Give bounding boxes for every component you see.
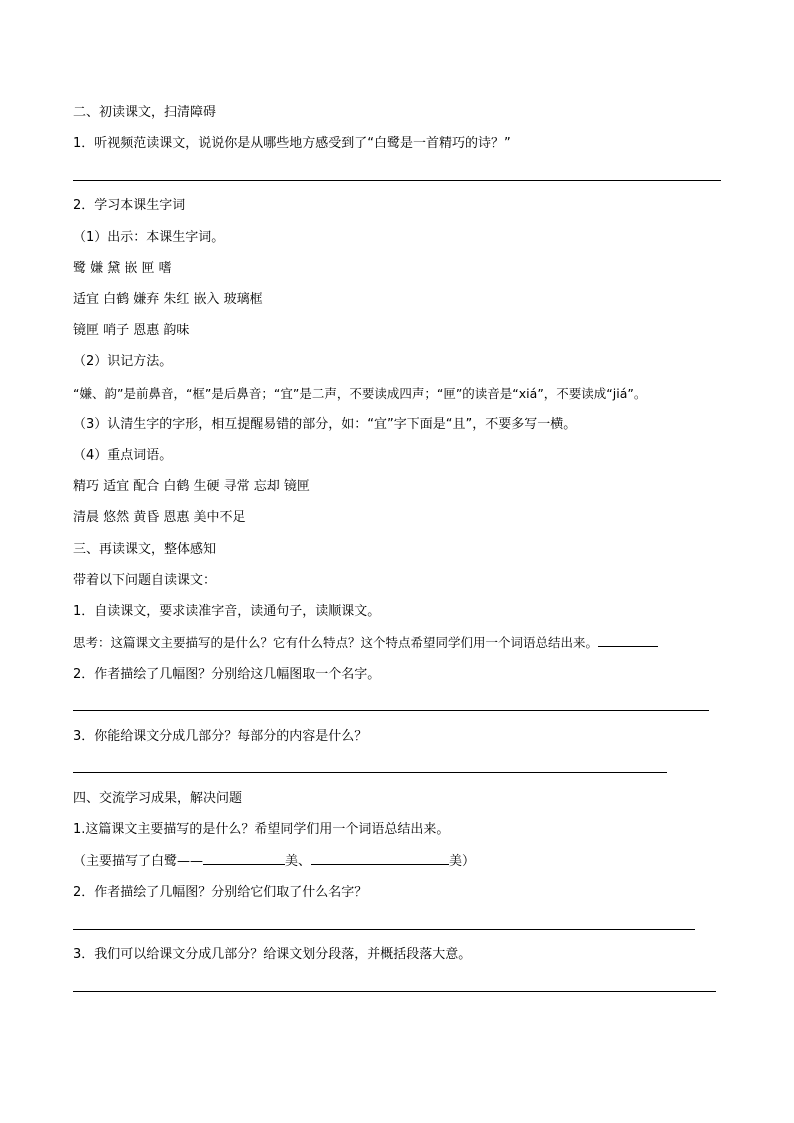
new-words-row-2: 镜匣 哨子 恩惠 韵味 <box>73 323 190 338</box>
question-3-2: 2．作者描绘了几幅图？分别给这几幅图取一个名字。 <box>73 667 381 682</box>
sub-item-4: （4）重点词语。 <box>73 448 173 463</box>
answer-blank <box>598 634 658 647</box>
fill-blank-2 <box>311 852 449 865</box>
question-4-1: 1.这篇课文主要描写的是什么？希望同学们用一个词语总结出来。 <box>73 822 450 837</box>
fill-in-sentence <box>73 852 475 871</box>
question-2-1: 1．听视频范读课文，说说你是从哪些地方感受到了“白鹭是一首精巧的诗？” <box>73 136 511 151</box>
fill-blank-1 <box>203 852 285 865</box>
key-words-row-2: 清晨 悠然 黄昏 恩惠 美中不足 <box>73 510 246 525</box>
fill-prefix: （主要描写了白鹭—— <box>73 854 204 869</box>
question-3-3: 3．你能给课文分成几部分？每部分的内容是什么？ <box>73 729 368 744</box>
question-4-2: 2．作者描绘了几幅图？分别给它们取了什么名字？ <box>73 885 368 900</box>
section-heading-2: 二、初读课文，扫清障碍 <box>73 105 217 120</box>
think-prompt <box>73 634 658 652</box>
answer-line <box>73 991 716 992</box>
question-2-2: 2．学习本课生字词 <box>73 198 186 213</box>
section-heading-4: 四、交流学习成果，解决问题 <box>73 791 243 806</box>
answer-line <box>73 929 695 930</box>
reading-intro: 带着以下问题自读课文： <box>73 573 217 588</box>
fill-end: 美） <box>449 854 476 869</box>
key-words-row-1: 精巧 适宜 配合 白鹤 生硬 寻常 忘却 镜匣 <box>73 479 310 494</box>
section-heading-3: 三、再读课文，整体感知 <box>73 542 217 557</box>
sub-item-1: （1）出示：本课生字词。 <box>73 230 225 245</box>
answer-line <box>73 180 721 181</box>
new-words-row-1: 适宜 白鹤 嫌弃 朱红 嵌入 玻璃框 <box>73 292 263 307</box>
answer-line <box>73 710 709 711</box>
fill-mid: 美、 <box>285 854 312 869</box>
sub-item-3: （3）认清生字的字形，相互提醒易错的部分，如：“宜”字下面是“且”，不要多写一横。 <box>73 417 577 432</box>
memory-method: “嫌、韵”是前鼻音，“框”是后鼻音；“宜”是二声，不要读成四声；“匣”的读音是“xiá”，不要读成“jiá”。 <box>73 386 647 401</box>
sub-item-2: （2）识记方法。 <box>73 354 173 369</box>
new-characters: 鹭 嫌 黛 嵌 匣 嗜 <box>73 261 172 276</box>
question-4-3: 3．我们可以给课文分成几部分？给课文划分段落，并概括段落大意。 <box>73 947 472 962</box>
think-text: 思考：这篇课文主要描写的是什么？它有什么特点？这个特点希望同学们用一个词语总结出来。 <box>73 635 599 650</box>
question-3-1: 1．自读课文，要求读准字音，读通句子，读顺课文。 <box>73 604 381 619</box>
answer-line <box>73 772 667 773</box>
